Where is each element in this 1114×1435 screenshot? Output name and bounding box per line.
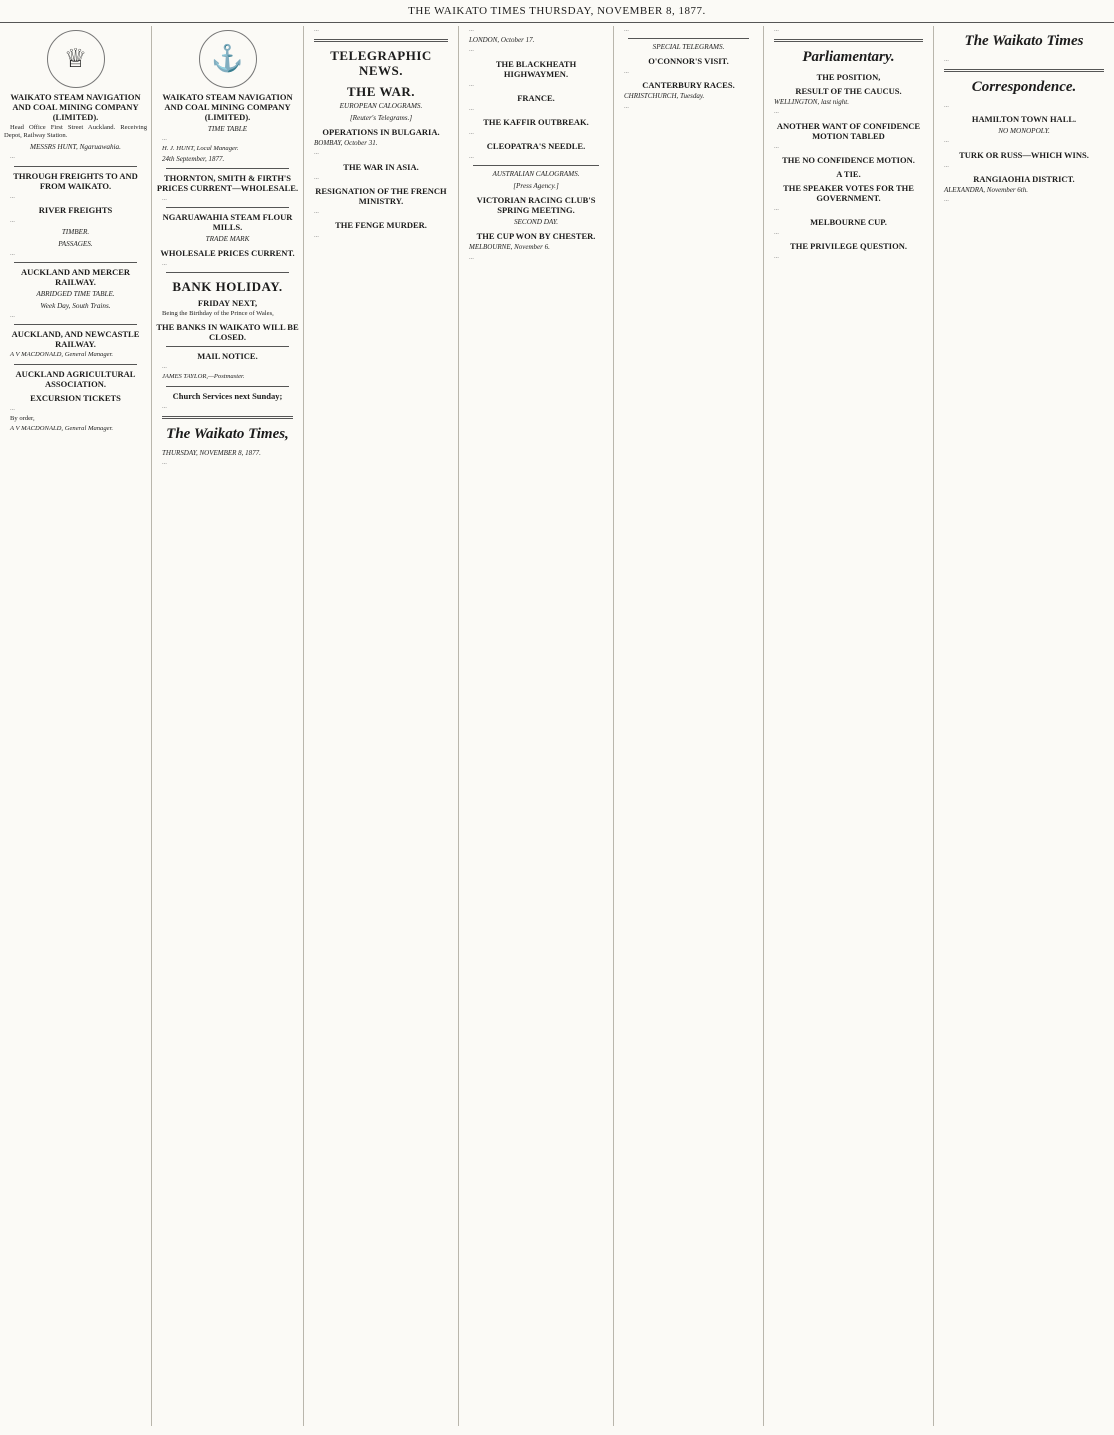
col2-filler-2: ... <box>162 194 167 202</box>
no-monopoly-heading: NO MONOPOLY. <box>998 127 1050 136</box>
reuter-heading: [Reuter's Telegrams.] <box>349 114 413 123</box>
speaker-votes-heading: THE SPEAKER VOTES FOR THE GOVERNMENT. <box>783 182 914 203</box>
manager-signature-1: A V MACDONALD, General Manager. <box>10 351 114 359</box>
col7-filler-5: ... <box>944 196 949 204</box>
kaffir-outbreak-heading: THE KAFFIR OUTBREAK. <box>483 117 589 128</box>
col7-filler-2: ... <box>944 102 949 110</box>
col2-filler-3: ... <box>162 259 167 267</box>
special-telegrams-heading: SPECIAL TELEGRAMS. <box>652 43 725 52</box>
col3-filler-2: ... <box>314 149 319 157</box>
col6-filler-6: ... <box>774 253 779 261</box>
steam-company-heading: WAIKATO STEAM NAVIGATION AND COAL MINING COMPANY (LIMITED). <box>10 92 141 122</box>
no-confidence-heading: THE NO CONFIDENCE MOTION. <box>782 154 915 165</box>
gothic-title-fragment: The Waikato Times <box>964 33 1084 49</box>
col4-filler-1: ... <box>469 26 474 33</box>
col6-filler-2: ... <box>774 108 779 116</box>
head-office-text: Head Office First Street Auckland. Receiving Depot, Railway Station. <box>4 124 147 140</box>
trade-mark-label: TRADE MARK <box>205 234 250 243</box>
page-masthead: THE WAIKATO TIMES THURSDAY, NOVEMBER 8, 1877. <box>0 0 1114 23</box>
bank-holiday-heading: BANK HOLIDAY. <box>172 279 283 295</box>
postmaster-signature: JAMES TAYLOR,—Postmaster. <box>162 373 245 381</box>
timetable-date: 24th September, 1877. <box>162 155 225 164</box>
col5-filler-3: ... <box>624 102 629 110</box>
rangiaohia-heading: RANGIAOHIA DISTRICT. <box>973 173 1075 184</box>
excursion-heading: EXCURSION TICKETS <box>30 392 121 403</box>
fenge-murder-heading: THE FENGE MURDER. <box>335 220 427 231</box>
press-agency-heading: [Press Agency.] <box>513 182 559 191</box>
christchurch-dateline: CHRISTCHURCH, Tuesday. <box>624 92 705 101</box>
caucus-heading: RESULT OF THE CAUCUS. <box>795 86 902 97</box>
by-order-text: By order, <box>10 414 35 422</box>
parliamentary-heading: Parliamentary. <box>802 49 895 66</box>
correspondence-heading: Correspondence. <box>971 79 1077 96</box>
wholesale-prices-heading: WHOLESALE PRICES CURRENT. <box>160 247 295 258</box>
col2-filler-1: ... <box>162 135 167 142</box>
melbourne-dateline: MELBOURNE, November 6. <box>469 243 550 252</box>
col5-filler-1: ... <box>624 26 629 33</box>
timetable-heading: ABRIDGED TIME TABLE. <box>36 290 115 299</box>
local-manager-signature: H. J. HUNT, Local Manager. <box>162 145 239 153</box>
telegraphic-news-heading: TELEGRAPHIC NEWS. <box>330 48 432 79</box>
column-1 <box>0 26 152 1426</box>
col2-filler-5: ... <box>162 402 167 410</box>
oconnor-visit-heading: O'CONNOR'S VISIT. <box>648 56 729 67</box>
col3-filler-3: ... <box>314 173 319 181</box>
wellington-dateline: WELLINGTON, last night. <box>774 98 849 107</box>
col6-filler-1: ... <box>774 26 779 33</box>
steam-crest-icon: ⚓ <box>199 30 257 88</box>
royal-crest-icon: ♕ <box>47 30 105 88</box>
manager-signature-2: A V MACDONALD, General Manager. <box>10 425 114 433</box>
agent-text: MESSRS HUNT, Ngaruawahia. <box>30 143 121 152</box>
church-services-heading: Church Services next Sunday; <box>172 390 283 401</box>
column-2 <box>152 26 304 1426</box>
friday-next-heading: FRIDAY NEXT, <box>197 298 258 309</box>
col6-filler-5: ... <box>774 229 779 237</box>
cleopatra-needle-heading: CLEOPATRA'S NEEDLE. <box>486 141 586 152</box>
col6-filler-4: ... <box>774 204 779 212</box>
canterbury-races-heading: CANTERBURY RACES. <box>642 80 735 91</box>
col7-filler-4: ... <box>944 161 949 169</box>
privilege-question-heading: THE PRIVILEGE QUESTION. <box>790 241 907 252</box>
col1-filler-2: ... <box>10 192 15 200</box>
col7-filler-1: ... <box>944 56 949 63</box>
mail-notice-heading: MAIL NOTICE. <box>197 351 258 362</box>
operations-bulgaria-heading: OPERATIONS IN BULGARIA. <box>322 127 440 138</box>
col1-filler-3: ... <box>10 216 15 224</box>
flour-mills-heading: NGARUAWAHIA STEAM FLOUR MILLS. <box>162 211 293 232</box>
col2-filler-4: ... <box>162 363 167 371</box>
col4-filler-7: ... <box>469 253 474 261</box>
col2-filler-6: ... <box>162 459 167 467</box>
london-dateline: LONDON, October 17. <box>469 36 535 45</box>
position-heading: THE POSITION, <box>816 72 881 83</box>
victorian-racing-heading: VICTORIAN RACING CLUB'S SPRING MEETING. <box>476 195 596 216</box>
col3-filler-1: ... <box>314 26 319 33</box>
timber-heading: TIMBER. <box>61 228 90 237</box>
alexandra-dateline: ALEXANDRA, November 6th. <box>944 185 1028 194</box>
the-war-heading: THE WAR. <box>346 84 416 100</box>
auckland-newcastle-heading: AUCKLAND, AND NEWCASTLE RAILWAY. <box>11 329 140 350</box>
australian-calograms-heading: AUSTRALIAN CALOGRAMS. <box>492 170 580 179</box>
blackheath-heading: THE BLACKHEATH HIGHWAYMEN. <box>495 58 577 79</box>
banks-closed-heading: THE BANKS IN WAIKATO WILL BE CLOSED. <box>156 322 299 343</box>
issue-date: THURSDAY, NOVEMBER 8, 1877. <box>162 448 261 457</box>
week-days-heading: Week Day, South Trains. <box>40 302 111 311</box>
passages-heading: PASSAGES. <box>58 240 93 249</box>
col1-filler-6: ... <box>10 404 15 412</box>
col5-filler-2: ... <box>624 68 629 76</box>
cup-won-heading: THE CUP WON BY CHESTER. <box>476 231 596 242</box>
france-heading: FRANCE. <box>517 92 555 103</box>
column-3 <box>304 26 459 1426</box>
col1-filler-4: ... <box>10 250 15 258</box>
auckland-mercer-heading: AUCKLAND AND MERCER RAILWAY. <box>20 267 131 288</box>
column-5 <box>614 26 764 1426</box>
prince-birthday-text: Being the Birthday of the Prince of Wales, <box>162 310 274 318</box>
col4-filler-3: ... <box>469 80 474 88</box>
col4-filler-6: ... <box>469 153 474 161</box>
bombay-dateline: BOMBAY, October 31. <box>314 139 378 148</box>
col6-filler-3: ... <box>774 142 779 150</box>
column-6 <box>764 26 934 1426</box>
col7-filler-3: ... <box>944 137 949 145</box>
col1-filler-5: ... <box>10 312 15 320</box>
second-day-heading: SECOND DAY. <box>513 218 559 227</box>
col1-filler-1: ... <box>10 153 15 161</box>
col4-filler-2: ... <box>469 46 474 54</box>
turk-or-russ-heading: TURK OR RUSS—WHICH WINS. <box>959 149 1089 160</box>
time-table-heading: TIME TABLE <box>207 125 248 133</box>
another-want-heading: ANOTHER WANT OF CONFIDENCE MOTION TABLED <box>776 120 921 141</box>
melbourne-cup-heading: MELBOURNE CUP. <box>810 217 887 228</box>
agricultural-heading: AUCKLAND AGRICULTURAL ASSOCIATION. <box>15 368 136 389</box>
steam-company-heading-2: WAIKATO STEAM NAVIGATION AND COAL MINING COMPANY (LIMITED). <box>162 92 293 122</box>
waikato-times-title: The Waikato Times, <box>166 425 289 442</box>
european-calograms-heading: EUROPEAN CALOGRAMS. <box>339 102 423 111</box>
river-freights-heading: RIVER FREIGHTS <box>38 204 113 215</box>
col4-filler-5: ... <box>469 129 474 137</box>
col3-filler-5: ... <box>314 232 319 240</box>
column-4 <box>459 26 614 1426</box>
hamilton-town-hall-heading: HAMILTON TOWN HALL. <box>971 114 1077 125</box>
thornton-prices-heading: THORNTON, SMITH & FIRTH'S PRICES CURRENT—WHOLESALE. <box>156 172 299 193</box>
french-ministry-heading: RESIGNATION OF THE FRENCH MINISTRY. <box>315 185 447 206</box>
a-tie-heading: A TIE. <box>836 168 861 179</box>
through-freights-heading: THROUGH FREIGHTS TO AND FROM WAIKATO. <box>13 170 138 191</box>
col4-filler-4: ... <box>469 104 474 112</box>
war-in-asia-heading: THE WAR IN ASIA. <box>343 161 419 172</box>
col3-filler-4: ... <box>314 207 319 215</box>
column-7 <box>934 26 1114 1426</box>
